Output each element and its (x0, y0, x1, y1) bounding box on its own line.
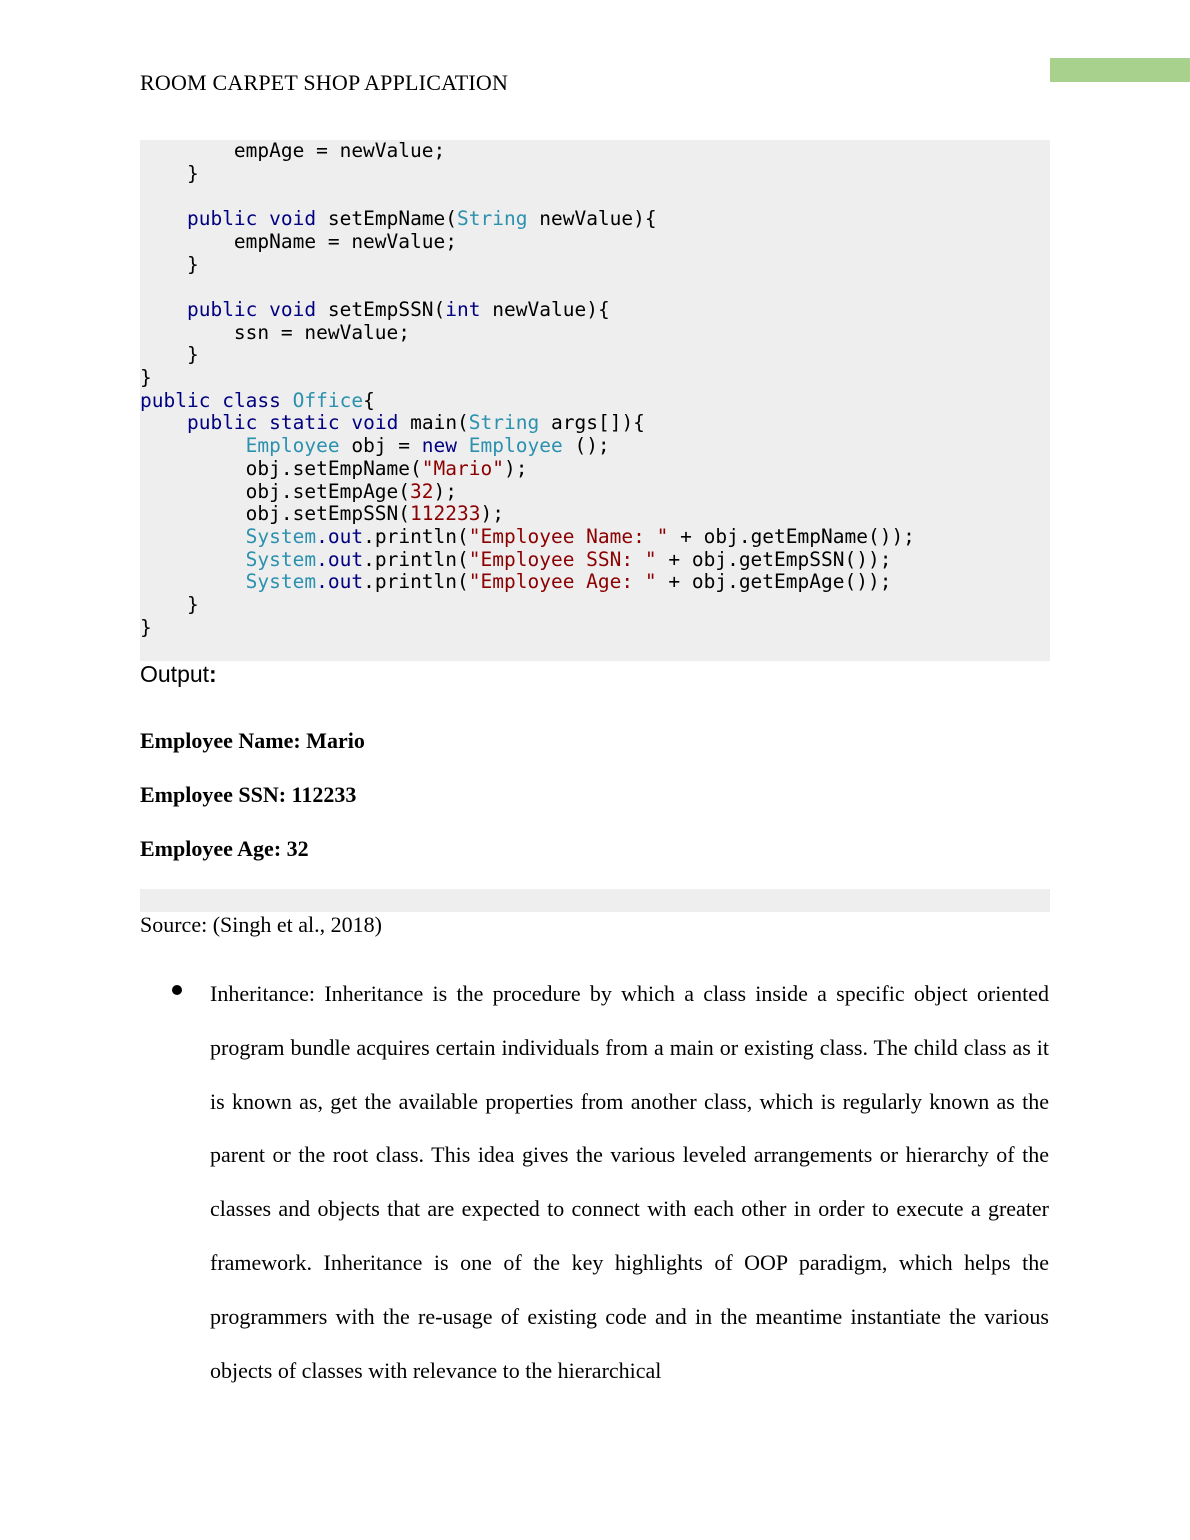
code-line: obj.setEmpSSN(112233); (245, 502, 504, 526)
code-line: public static void main(String args[]){ (186, 411, 645, 435)
code-line: empName = newValue; (233, 229, 457, 253)
output-line-name: Employee Name: Mario (140, 728, 365, 753)
page-header-title: ROOM CARPET SHOP APPLICATION (140, 70, 509, 95)
code-line: public class Office{ (140, 388, 375, 412)
bullet-dot-icon (172, 985, 182, 995)
output-heading: Output: (140, 661, 217, 687)
code-line: System.out.println("Employee Age: " + obj.getEmpAge()); (245, 570, 892, 594)
header-accent-bar (1050, 58, 1190, 82)
code-line: } (186, 593, 199, 617)
code-line: } (140, 366, 152, 390)
code-line: public void setEmpSSN(int newValue){ (186, 297, 610, 321)
source-citation: Source: (Singh et al., 2018) (140, 912, 382, 937)
code-line: } (186, 343, 199, 367)
code-line: Employee obj = new Employee (); (245, 434, 610, 458)
code-line: obj.setEmpAge(32); (245, 479, 458, 503)
output-line-age: Employee Age: 32 (140, 836, 309, 861)
code-line: empAge = newValue; (233, 139, 446, 162)
code-text (140, 140, 915, 639)
inheritance-paragraph: Inheritance: Inheritance is the procedure by which a class inside a specific object oriented program bundle acquires certain individuals from a main or existing class. The child class as it is known as, get the available properties from another class, which is regularly known as the parent or the root class. This idea gives the various leveled arrangements or hierarchy of the classes and objects that are expected to connect with each other in order to execute a greater framework. Inheritance is one of the key highlights of OOP paradigm, which helps the programmers with the re-usage of existing code and in the meantime instantiate the various objects of classes with relevance to the hierarchical (210, 981, 1049, 1383)
code-line: obj.setEmpName("Mario"); (245, 456, 528, 480)
empty-code-strip (140, 889, 1050, 912)
code-line: } (186, 161, 199, 185)
code-line: System.out.println("Employee SSN: " + obj.getEmpSSN()); (245, 547, 892, 571)
code-block (140, 140, 1050, 661)
code-line: } (140, 615, 152, 639)
code-line: } (186, 252, 199, 276)
code-line: System.out.println("Employee Name: " + obj.getEmpName()); (245, 524, 915, 548)
code-line: public void setEmpName(String newValue){ (186, 207, 657, 231)
output-line-ssn: Employee SSN: 112233 (140, 782, 357, 807)
code-line: ssn = newValue; (233, 320, 411, 344)
